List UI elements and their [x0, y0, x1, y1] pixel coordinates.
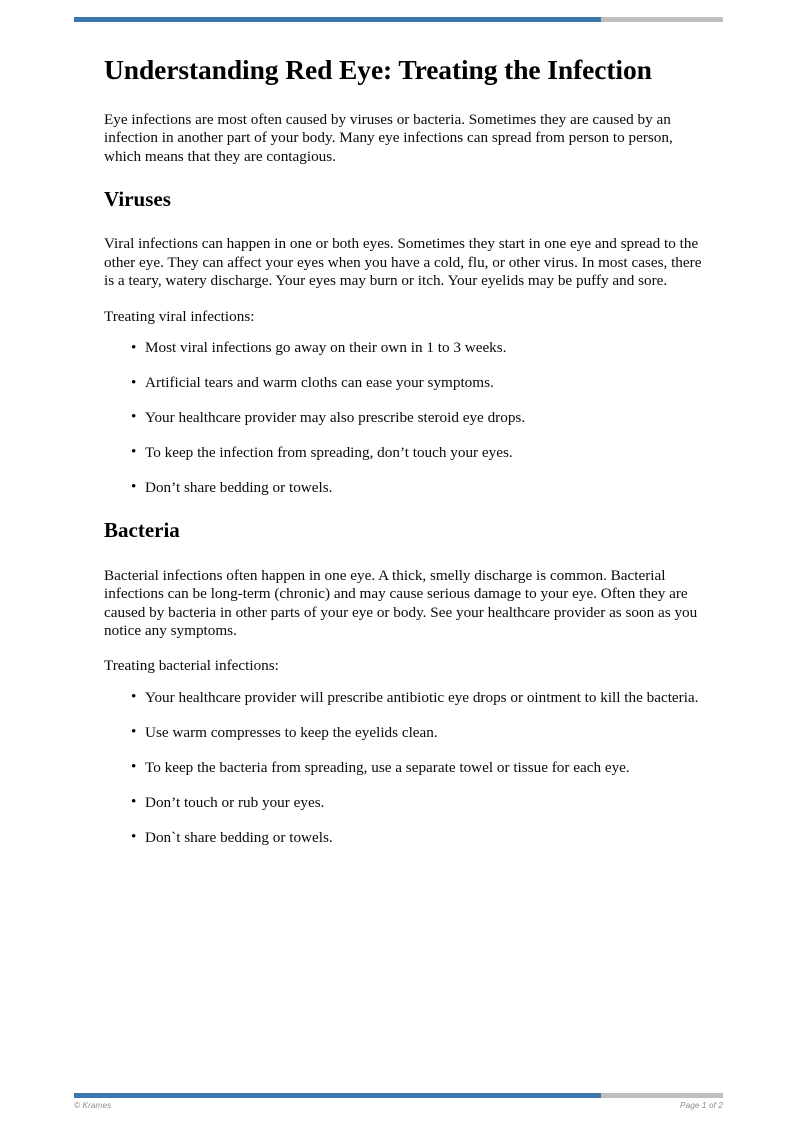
page-number: Page 1 of 2	[680, 1101, 723, 1110]
footer-rule-blue-segment	[74, 1093, 601, 1098]
bullet-list-bacteria	[104, 689, 704, 847]
list-item: • Your healthcare provider will prescribe antibiotic eye drops or ointment to kill the bacteria.	[104, 689, 704, 707]
list-item: • Don’t share bedding or towels.	[104, 479, 704, 497]
page-title: Understanding Red Eye: Treating the Infection	[104, 54, 652, 85]
section-heading-bacteria: Bacteria	[104, 518, 180, 543]
header-rule-gray-segment	[601, 17, 723, 22]
header-rule-blue-segment	[74, 17, 601, 22]
bullet-list-viruses	[104, 339, 704, 497]
intro-paragraph: Eye infections are most often caused by viruses or bacteria. Sometimes they are caused by an infection in another part of your body. Many eye infections can spread from person to person, which means that they are contagious.	[104, 110, 673, 165]
list-item: • To keep the bacteria from spreading, use a separate towel or tissue for each eye.	[104, 759, 704, 777]
footer-rule-gray-segment	[601, 1093, 723, 1098]
section-heading-viruses: Viruses	[104, 186, 171, 211]
list-item: • Don’t touch or rub your eyes.	[104, 794, 704, 812]
section-body-viruses: Viral infections can happen in one or both eyes. Sometimes they start in one eye and spread to the other eye. They can affect your eyes when you have a cold, flu, or other virus. In most cases, there is a teary, watery discharge. Your eyes may burn or itch. Your eyelids may be puffy and sore.	[104, 235, 702, 290]
document-content	[104, 52, 704, 864]
list-item: • To keep the infection from spreading, don’t touch your eyes.	[104, 444, 704, 462]
section-lead-in-bacteria: Treating bacterial infections:	[104, 657, 279, 675]
list-item: • Most viral infections go away on their own in 1 to 3 weeks.	[104, 339, 704, 357]
list-item: • Use warm compresses to keep the eyelids clean.	[104, 724, 704, 742]
section-lead-in-viruses: Treating viral infections:	[104, 307, 255, 325]
list-item: • Don`t share bedding or towels.	[104, 829, 704, 847]
copyright-notice: © Krames	[74, 1101, 112, 1110]
footer-rule	[74, 1093, 723, 1098]
list-item: • Your healthcare provider may also prescribe steroid eye drops.	[104, 409, 704, 427]
list-item: • Artificial tears and warm cloths can ease your symptoms.	[104, 374, 704, 392]
header-rule	[74, 17, 723, 22]
page-footer	[74, 1101, 723, 1110]
section-body-bacteria: Bacterial infections often happen in one eye. A thick, smelly discharge is common. Bacterial infections can be long-term (chronic) and may cause serious damage to your eye. Often they are caused by bacteria in other parts of your eye or body. See your healthcare provider as soon as you notice any symptoms.	[104, 566, 698, 639]
